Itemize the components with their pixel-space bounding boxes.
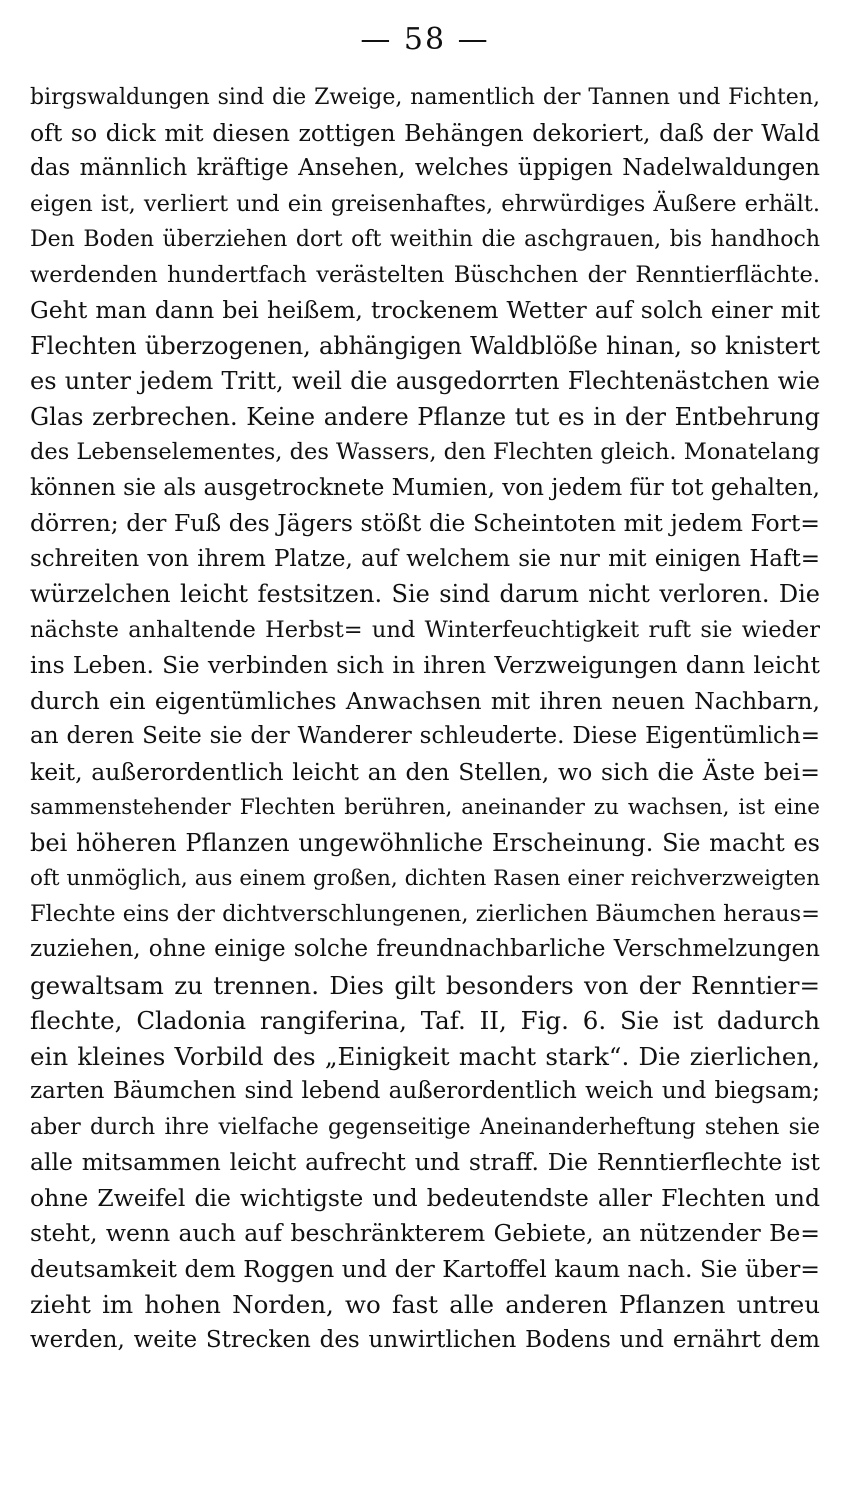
text-line: nächste anhaltende Herbst= und Winterfeuchtigkeit ruft sie wieder (30, 616, 820, 643)
text-line: Den Boden überziehen dort oft weithin die aschgrauen, bis handhoch (30, 227, 820, 252)
page-number-header: — 58 — (360, 22, 490, 57)
text-line: werdenden hundertfach verästelten Büschchen der Renntierflächte. (30, 261, 820, 288)
text-line: werden, weite Strecken des unwirtlichen Bodens und ernährt dem (30, 1326, 820, 1353)
text-line: Flechten überzogenen, abhängigen Waldblöße hinan, so knistert (30, 331, 820, 360)
text-line: das männlich kräftige Ansehen, welches üppigen Nadelwaldungen (30, 155, 820, 181)
text-line: an deren Seite sie der Wanderer schleuderte. Diese Eigentümlich= (30, 723, 820, 749)
text-line: schreiten von ihrem Platze, auf welchem sie nur mit einigen Haft= (30, 545, 820, 572)
text-line: oft so dick mit diesen zottigen Behängen dekoriert, daß der Wald (30, 118, 820, 147)
text-line: oft unmöglich, aus einem großen, dichten Rasen einer reichverzweigten (30, 866, 820, 891)
text-line: des Lebenselementes, des Wassers, den Flechten gleich. Monatelang (30, 439, 820, 465)
text-line: alle mitsammen leicht aufrecht und straff. Die Renntierflechte ist (30, 1148, 820, 1176)
text-line: gewaltsam zu trennen. Dies gilt besonders von der Renntier= (30, 970, 820, 1000)
text-line: aber durch ihre vielfache gegenseitige Aneinanderheftung stehen sie (30, 1114, 820, 1140)
text-line: ein kleines Vorbild des „Einigkeit macht stark“. Die zierlichen, (30, 1041, 820, 1071)
text-line: zuziehen, ohne einige solche freundnachbarliche Verschmelzungen (30, 936, 820, 962)
text-line: würzelchen leicht festsitzen. Sie sind darum nicht verloren. Die (30, 580, 820, 608)
body-text (30, 80, 820, 1358)
text-line: Glas zerbrechen. Keine andere Pflanze tut es in der Entbehrung (30, 402, 820, 431)
text-line: dörren; der Fuß des Jägers stößt die Scheintoten mit jedem Fort= (30, 509, 820, 537)
text-line: Flechte eins der dichtverschlungenen, zierlichen Bäumchen heraus= (30, 900, 820, 927)
text-line: durch ein eigentümliches Anwachsen mit ihren neuen Nachbarn, (30, 686, 820, 715)
text-line: können sie als ausgetrocknete Mumien, von jedem für tot gehalten, (30, 474, 820, 501)
text-line: bei höheren Pflanzen ungewöhnliche Erscheinung. Sie macht es (30, 828, 820, 857)
text-line: zieht im hohen Norden, wo fast alle anderen Pflanzen untreu (30, 1290, 820, 1319)
text-line: zarten Bäumchen sind lebend außerordentlich weich und biegsam; (30, 1078, 820, 1104)
text-line: steht, wenn auch auf beschränkterem Gebiete, an nützender Be= (30, 1219, 820, 1247)
text-line: ins Leben. Sie verbinden sich in ihren Verzweigungen dann leicht (30, 651, 820, 679)
text-line: Geht man dann bei heißem, trockenem Wetter auf solch einer mit (30, 296, 820, 324)
text-line: deutsamkeit dem Roggen und der Kartoffel kaum nach. Sie über= (30, 1254, 820, 1283)
text-line: keit, außerordentlich leicht an den Stellen, wo sich die Äste bei= (30, 757, 820, 786)
text-line: sammenstehender Flechten berühren, aneinander zu wachsen, ist eine (30, 795, 820, 820)
text-line: eigen ist, verliert und ein greisenhaftes, ehrwürdiges Äußere erhält. (30, 190, 820, 217)
text-line: flechte, Cladonia rangiferina, Taf. II, Fig. 6. Sie ist dadurch (30, 1006, 820, 1035)
text-line: ohne Zweifel die wichtigste und bedeutendste aller Flechten und (30, 1183, 820, 1212)
text-line: birgswaldungen sind die Zweige, namentlich der Tannen und Fichten, (30, 85, 820, 110)
text-line: es unter jedem Tritt, weil die ausgedorrten Flechtenästchen wie (30, 367, 820, 395)
